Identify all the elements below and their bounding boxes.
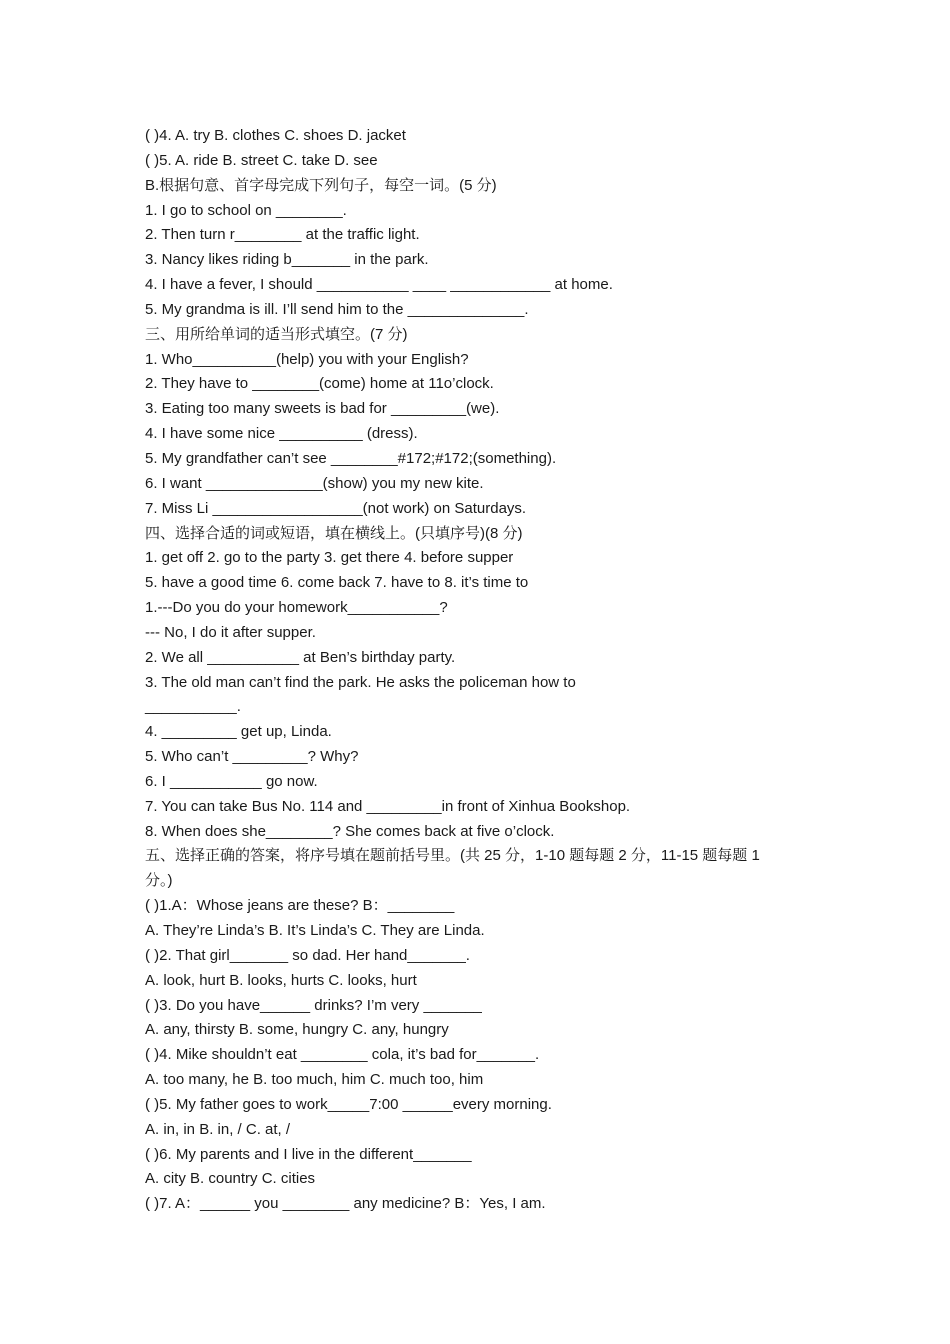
- text-line: --- No, I do it after supper.: [145, 623, 316, 641]
- text-line: 8. When does she________? She comes back at five o’clock.: [145, 822, 555, 840]
- text-line: A. too many, he B. too much, him C. much too, him: [145, 1071, 484, 1089]
- text-line: A. They’re Linda’s B. It’s Linda’s C. They are Linda.: [145, 922, 485, 939]
- text-line: 4. I have some nice __________ (dress).: [145, 425, 418, 443]
- text-line: ( )5. My father goes to work_____7:00 ______every morning.: [145, 1095, 552, 1113]
- text-line: ( )2. That girl_______ so dad. Her hand_______.: [145, 946, 470, 964]
- text-line: ( )3. Do you have______ drinks? I’m very _______: [145, 996, 482, 1014]
- text-line: A. city B. country C. cities: [145, 1170, 316, 1188]
- section-heading: 三、用所给单词的适当形式填空。(7 分): [145, 325, 408, 343]
- text-line: 1. get off 2. go to the party 3. get there 4. before supper: [145, 549, 514, 567]
- text-line: 3. Nancy likes riding b_______ in the park.: [145, 251, 429, 269]
- text-line: 2. They have to ________(come) home at 11o’clock.: [145, 375, 494, 393]
- text-line: 4. I have a fever, I should ___________ ____ ____________ at home.: [145, 276, 613, 294]
- text-line: 6. I want ______________(show) you my new kite.: [145, 474, 484, 492]
- text-line: 7. Miss Li __________________(not work) on Saturdays.: [145, 499, 527, 517]
- text-line: 5. Who can’t _________? Why?: [145, 748, 359, 766]
- text-line: A. in, in B. in, / C. at, /: [145, 1120, 291, 1138]
- text-line: ( )1.A：Whose jeans are these? B：________: [145, 897, 455, 915]
- section-heading-continued: 分。): [145, 872, 173, 890]
- section-heading: 四、选择合适的词或短语，填在横线上。(只填序号)(8 分): [145, 524, 523, 542]
- text-line: 6. I ___________ go now.: [145, 772, 318, 790]
- text-line: ( )4. Mike shouldn’t eat ________ cola, it’s bad for_______.: [145, 1046, 540, 1064]
- text-line: 2. We all ___________ at Ben’s birthday party.: [145, 648, 456, 666]
- text-line: 7. You can take Bus No. 114 and _________in front of Xinhua Bookshop.: [145, 797, 631, 815]
- section-heading: 五、选择正确的答案，将序号填在题前括号里。(共 25 分，1-10 题每题 2 分，11-15 题每题 1: [145, 847, 760, 865]
- text-line: 1.---Do you do your homework___________?: [145, 599, 448, 617]
- text-line: 4. _________ get up, Linda.: [145, 723, 332, 741]
- text-line: ( )6. My parents and I live in the different_______: [145, 1145, 472, 1163]
- text-line: 2. Then turn r________ at the traffic light.: [145, 226, 420, 244]
- text-line: ( )4. A. try B. clothes C. shoes D. jacket: [145, 127, 406, 144]
- section-heading: B.根据句意、首字母完成下列句子，每空一词。(5 分): [145, 176, 497, 194]
- text-line: ( )7. A：______ you ________ any medicine? B：Yes, I am.: [145, 1195, 546, 1213]
- text-line: ( )5. A. ride B. street C. take D. see: [145, 151, 378, 169]
- text-line: 5. My grandma is ill. I’ll send him to the ______________.: [145, 300, 529, 318]
- text-line: 1. Who__________(help) you with your English?: [145, 350, 469, 368]
- text-line: 3. The old man can’t find the park. He asks the policeman how to: [145, 673, 576, 691]
- text-line: ___________.: [145, 698, 241, 716]
- text-line: A. any, thirsty B. some, hungry C. any, hungry: [145, 1021, 449, 1039]
- document-body: [145, 124, 815, 1217]
- text-line: A. look, hurt B. looks, hurts C. looks, hurt: [145, 971, 417, 989]
- text-line: 3. Eating too many sweets is bad for _________(we).: [145, 400, 500, 418]
- text-line: 5. My grandfather can’t see ________#172;#172;(something).: [145, 449, 557, 467]
- text-line: 5. have a good time 6. come back 7. have to 8. it’s time to: [145, 574, 529, 592]
- text-line: 1. I go to school on ________.: [145, 201, 347, 219]
